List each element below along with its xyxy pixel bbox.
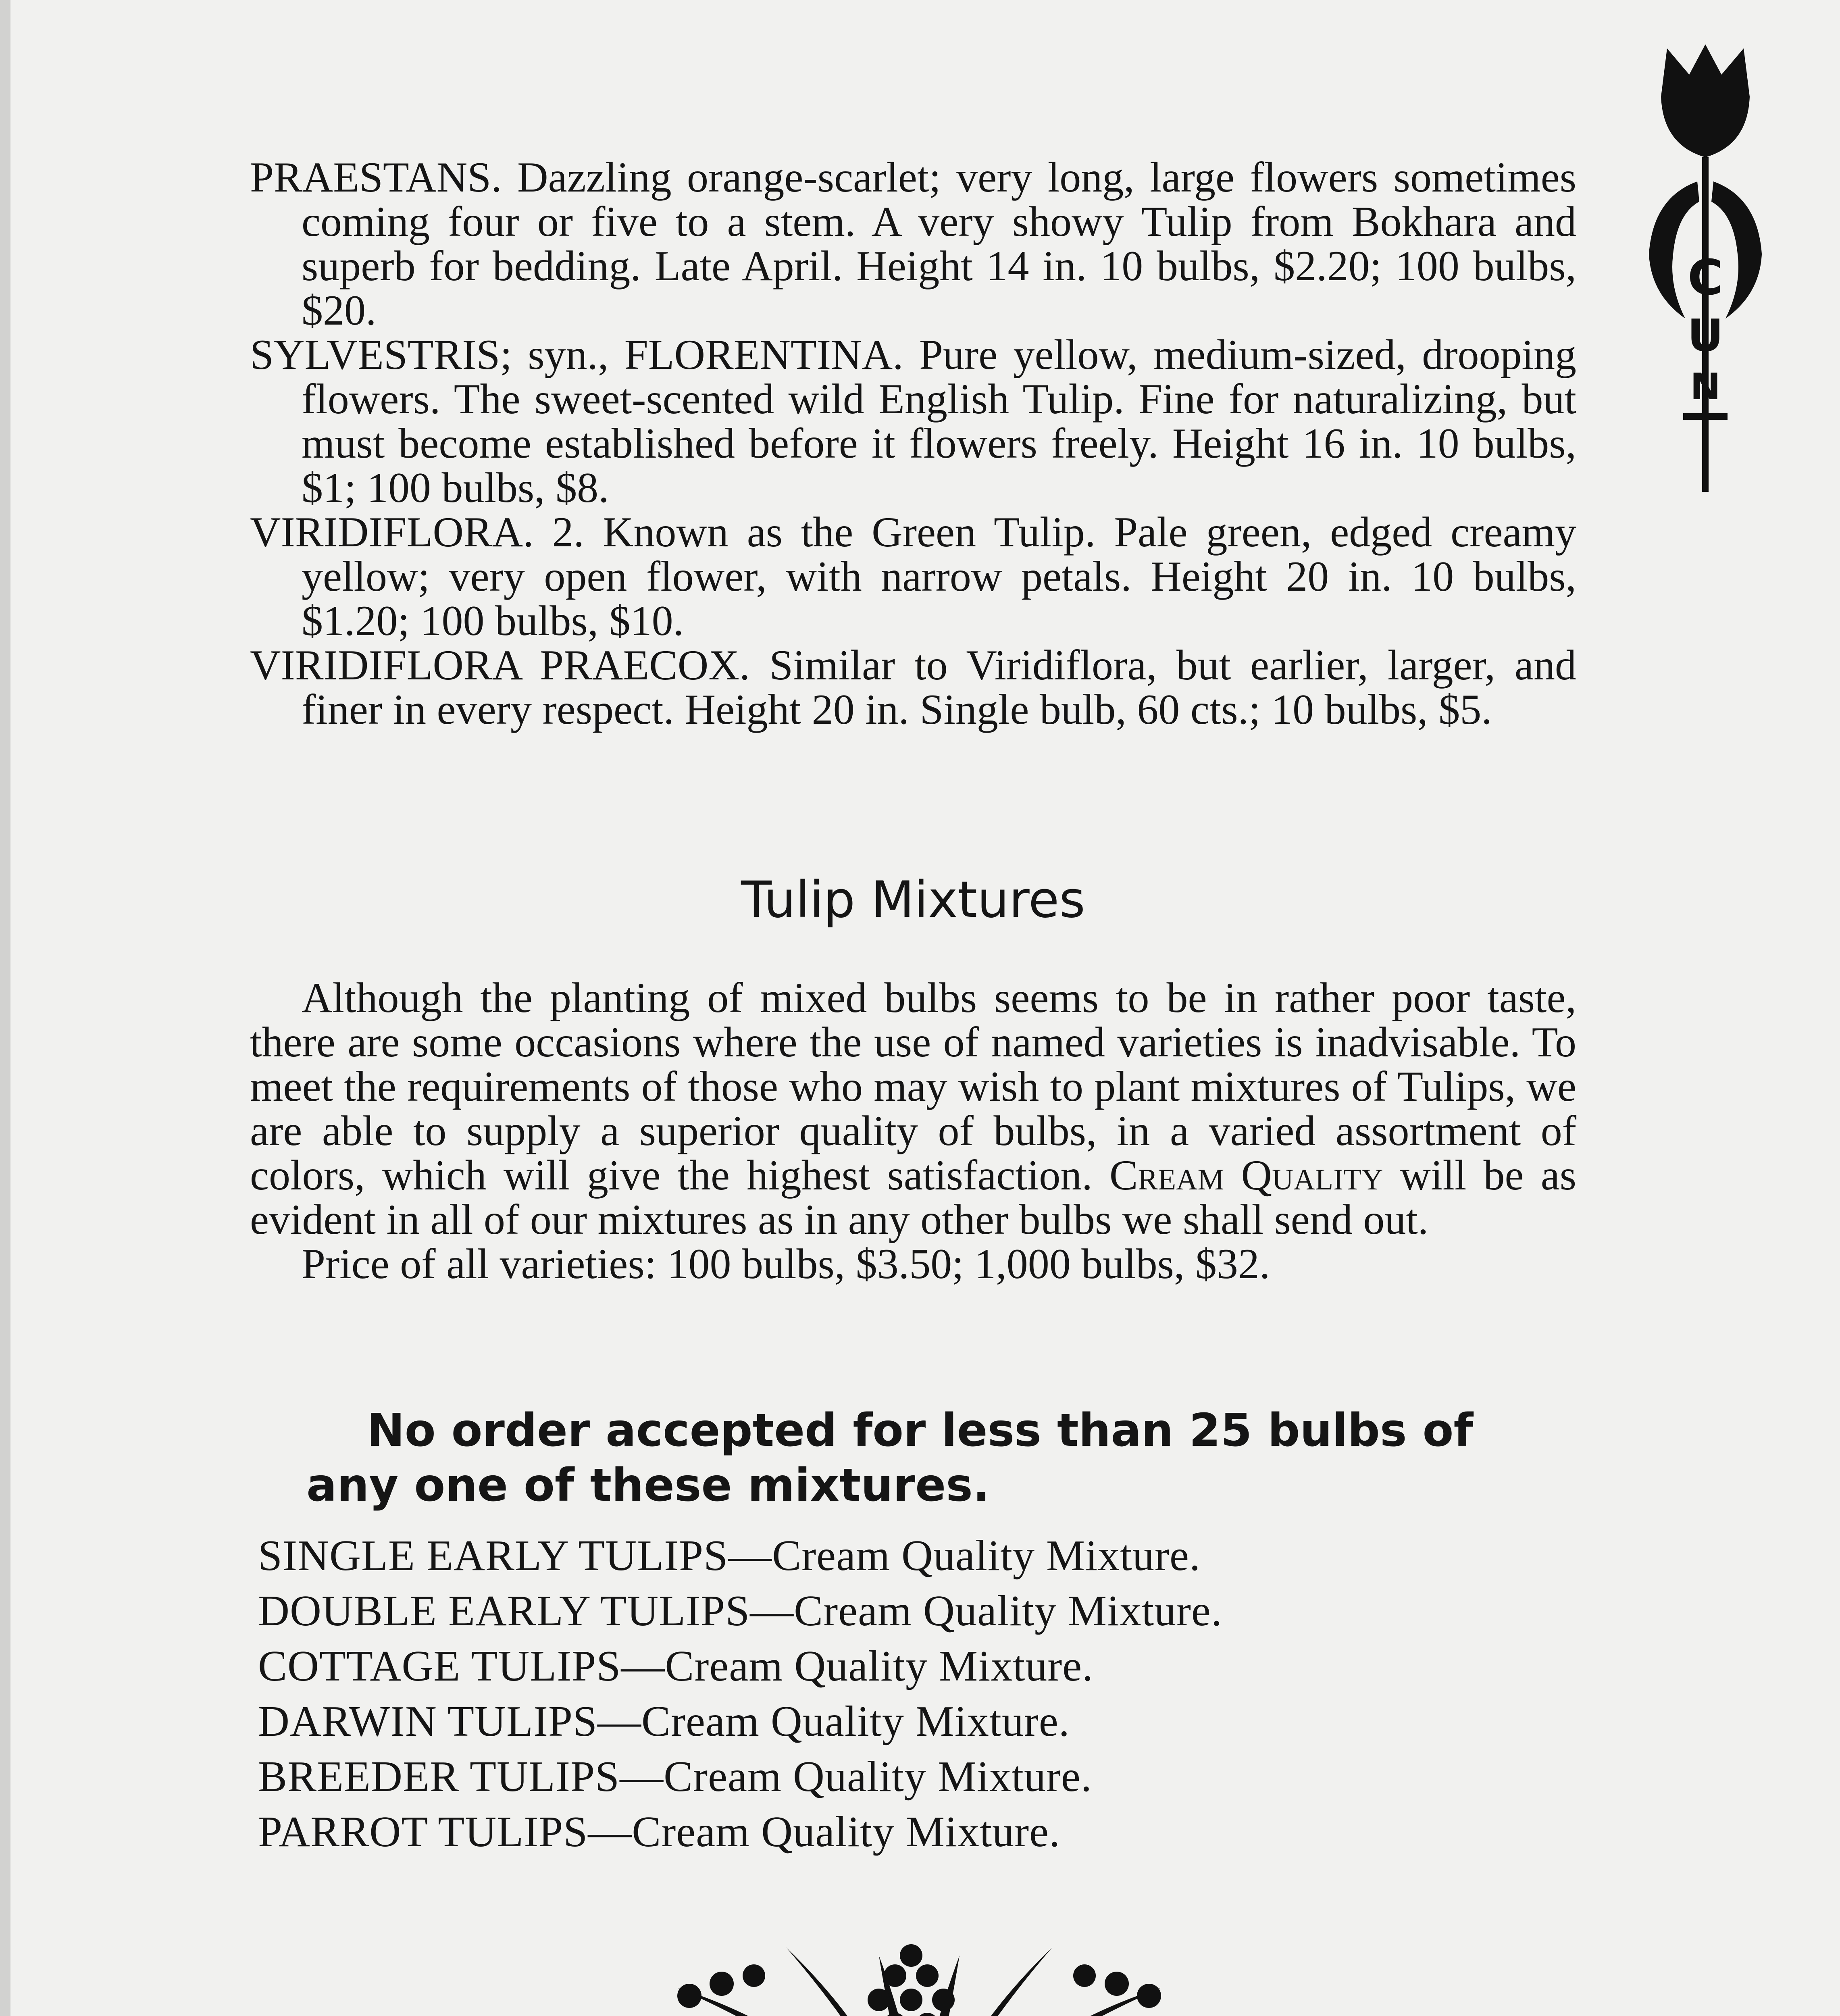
entry-name: PRAESTANS. xyxy=(250,154,502,201)
intro-paragraph xyxy=(250,976,1576,1242)
section-heading: Tulip Mixtures xyxy=(741,871,1085,929)
entry-text: Similar to Viridiflora, but earlier, larger, and finer in every respect. Height 20 in. Single bulb, 60 cts.; 10 bulbs, $5. xyxy=(302,641,1577,733)
intro-text-end: will be as evident in all of our mixtures as in any other bulbs we shall send out. xyxy=(250,1152,1577,1243)
lily-of-the-valley-ornament-icon xyxy=(653,1931,1185,2016)
entry-name: SYLVESTRIS; syn., FLORENTINA. xyxy=(250,331,903,378)
entry-viridiflora-praecox xyxy=(250,643,1576,732)
order-notice: No order accepted for less than 25 bulbs of any one of these mixtures. xyxy=(306,1404,1474,1512)
list-item: DARWIN TULIPS—Cream Quality Mixture. xyxy=(258,1697,1070,1745)
list-item: DOUBLE EARLY TULIPS—Cream Quality Mixture. xyxy=(258,1587,1222,1635)
entry-sylvestris xyxy=(250,333,1576,510)
entry-viridiflora xyxy=(250,510,1576,643)
tulip-monogram-icon xyxy=(1629,36,1782,504)
svg-text:C: C xyxy=(1687,250,1723,306)
entry-name: VIRIDIFLORA. 2. xyxy=(250,508,585,556)
entry-praestans xyxy=(250,155,1576,333)
intro-text: Although the planting of mixed bulbs seems to be in rather poor taste, there are some occasions where the use of named varieties is inadvisable. To meet the requirements of those who may wish to plant mixtures of Tulips, we are able to supply a superior quality of bulbs, in a varied assortment of colors, which will give the highest satisfaction. xyxy=(250,974,1576,1199)
list-item: BREEDER TULIPS—Cream Quality Mixture. xyxy=(258,1753,1092,1801)
entry-name: VIRIDIFLORA PRAECOX. xyxy=(250,641,750,689)
entry-text: Dazzling orange-scarlet; very long, large flowers sometimes coming four or five to a stem. A very showy Tulip from Bokhara and superb for bedding. Late April. Height 14 in. 10 bulbs, $2.20; 100 bulbs, $20. xyxy=(302,154,1577,334)
svg-text:U: U xyxy=(1687,310,1723,361)
mixture-list xyxy=(258,1528,1584,1860)
list-item: PARROT TULIPS—Cream Quality Mixture. xyxy=(258,1808,1061,1856)
page-edge-shadow xyxy=(0,0,10,2016)
brand-name: Cream Quality xyxy=(1109,1152,1383,1199)
entry-text: Pure yellow, medium-sized, drooping flowers. The sweet-scented wild English Tulip. Fine for naturalizing, but must become established before it flowers freely. Height 16 in. 10 bulbs, $1; 100 bulbs, $8. xyxy=(302,331,1577,511)
price-line: Price of all varieties: 100 bulbs, $3.50; 1,000 bulbs, $32. xyxy=(302,1240,1270,1287)
svg-text:N: N xyxy=(1690,366,1721,408)
species-tulip-entries xyxy=(250,155,1576,732)
list-item: SINGLE EARLY TULIPS—Cream Quality Mixture. xyxy=(258,1532,1201,1580)
entry-text: Known as the Green Tulip. Pale green, edged creamy yellow; very open flower, with narrow petals. Height 20 in. 10 bulbs, $1.20; 100 bulbs, $10. xyxy=(302,508,1577,644)
mixtures-intro xyxy=(250,976,1576,1286)
list-item: COTTAGE TULIPS—Cream Quality Mixture. xyxy=(258,1642,1094,1690)
